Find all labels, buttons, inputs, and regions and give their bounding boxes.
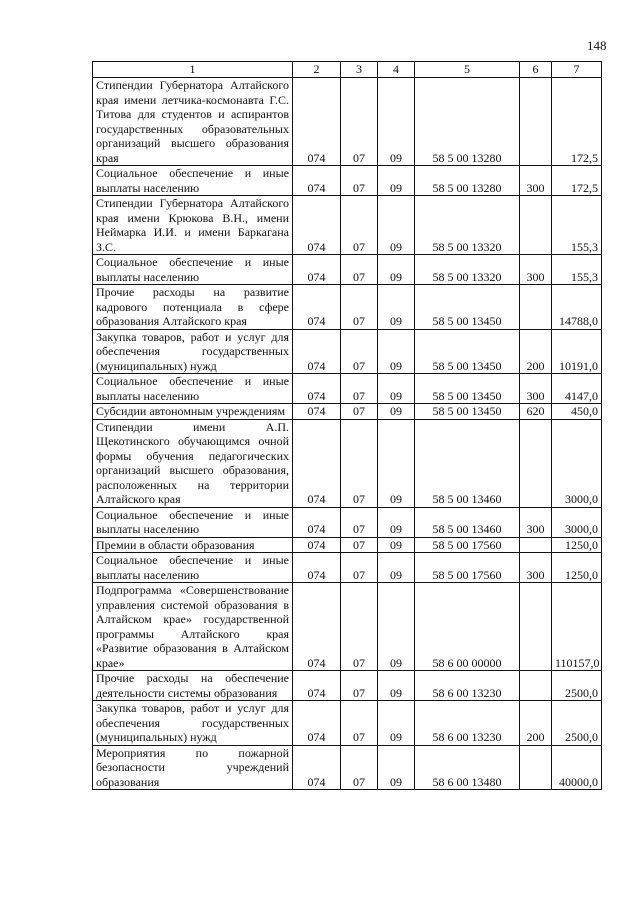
section-cell: 07 (341, 745, 378, 790)
expense-type-cell: 200 (520, 329, 552, 374)
section-cell: 07 (341, 419, 378, 507)
row-name-cell: Прочие расходы на обеспечение деятельности системы образования (93, 671, 293, 701)
table-row (93, 285, 602, 330)
expense-type-cell (520, 745, 552, 790)
section-cell: 07 (341, 329, 378, 374)
section-cell: 07 (341, 671, 378, 701)
amount-cell: 4147,0 (552, 374, 602, 404)
target-article-cell: 58 6 00 13230 (415, 701, 520, 746)
subsection-cell: 09 (378, 553, 415, 583)
subsection-cell: 09 (378, 374, 415, 404)
expense-type-cell: 300 (520, 507, 552, 537)
amount-cell: 1250,0 (552, 537, 602, 553)
subsection-cell: 09 (378, 404, 415, 420)
table-row (93, 196, 602, 255)
table-row (93, 374, 602, 404)
subsection-cell: 09 (378, 745, 415, 790)
ministry-code-cell: 074 (293, 285, 341, 330)
section-cell: 07 (341, 255, 378, 285)
ministry-code-cell: 074 (293, 419, 341, 507)
target-article-cell: 58 5 00 13460 (415, 507, 520, 537)
row-name-cell: Премии в области образования (93, 537, 293, 553)
row-name-cell: Социальное обеспечение и иные выплаты населению (93, 166, 293, 196)
section-cell: 07 (341, 553, 378, 583)
section-cell: 07 (341, 507, 378, 537)
target-article-cell: 58 6 00 13230 (415, 671, 520, 701)
subsection-cell: 09 (378, 701, 415, 746)
section-cell: 07 (341, 537, 378, 553)
row-name-cell: Подпрограмма «Совершенствование управления системой образования в Алтайском крае» государственной программы Алтайского края «Развитие образования в Алтайском крае» (93, 583, 293, 671)
expense-type-cell (520, 671, 552, 701)
row-name-cell: Субсидии автономным учреждениям (93, 404, 293, 420)
ministry-code-cell: 074 (293, 583, 341, 671)
target-article-cell: 58 5 00 13450 (415, 329, 520, 374)
subsection-cell: 09 (378, 537, 415, 553)
expense-type-cell (520, 583, 552, 671)
table-row (93, 404, 602, 420)
section-cell: 07 (341, 166, 378, 196)
subsection-cell: 09 (378, 583, 415, 671)
table-row (93, 701, 602, 746)
row-name-cell: Закупка товаров, работ и услуг для обеспечения государственных (муниципальных) нужд (93, 329, 293, 374)
table-row (93, 78, 602, 166)
target-article-cell: 58 5 00 13280 (415, 166, 520, 196)
row-name-cell: Стипендии Губернатора Алтайского края имени летчика-космонавта Г.С. Титова для студентов и аспирантов государственных образовательных организаций высшего образования края (93, 78, 293, 166)
expense-type-cell: 620 (520, 404, 552, 420)
ministry-code-cell: 074 (293, 671, 341, 701)
ministry-code-cell: 074 (293, 78, 341, 166)
expense-type-cell (520, 419, 552, 507)
budget-table (92, 61, 602, 790)
section-cell: 07 (341, 285, 378, 330)
target-article-cell: 58 6 00 13480 (415, 745, 520, 790)
expense-type-cell (520, 285, 552, 330)
ministry-code-cell: 074 (293, 329, 341, 374)
table-row (93, 329, 602, 374)
table-row (93, 671, 602, 701)
target-article-cell: 58 5 00 13450 (415, 404, 520, 420)
target-article-cell: 58 6 00 00000 (415, 583, 520, 671)
amount-cell: 172,5 (552, 166, 602, 196)
amount-cell: 2500,0 (552, 671, 602, 701)
target-article-cell: 58 5 00 17560 (415, 537, 520, 553)
ministry-code-cell: 074 (293, 537, 341, 553)
section-cell: 07 (341, 404, 378, 420)
expense-type-cell (520, 196, 552, 255)
expense-type-cell: 300 (520, 374, 552, 404)
amount-cell: 3000,0 (552, 507, 602, 537)
subsection-cell: 09 (378, 329, 415, 374)
header-col-2: 2 (293, 62, 341, 78)
row-name-cell: Закупка товаров, работ и услуг для обеспечения государственных (муниципальных) нужд (93, 701, 293, 746)
section-cell: 07 (341, 374, 378, 404)
amount-cell: 172,5 (552, 78, 602, 166)
table-row (93, 419, 602, 507)
header-col-7: 7 (552, 62, 602, 78)
amount-cell: 155,3 (552, 196, 602, 255)
table-row (93, 745, 602, 790)
row-name-cell: Социальное обеспечение и иные выплаты населению (93, 553, 293, 583)
target-article-cell: 58 5 00 13320 (415, 196, 520, 255)
table-row (93, 166, 602, 196)
amount-cell: 110157,0 (552, 583, 602, 671)
subsection-cell: 09 (378, 285, 415, 330)
amount-cell: 450,0 (552, 404, 602, 420)
page-number: 148 (587, 38, 607, 53)
section-cell: 07 (341, 196, 378, 255)
section-cell: 07 (341, 701, 378, 746)
expense-type-cell (520, 78, 552, 166)
subsection-cell: 09 (378, 196, 415, 255)
subsection-cell: 09 (378, 166, 415, 196)
table-body (93, 78, 602, 790)
header-col-4: 4 (378, 62, 415, 78)
subsection-cell: 09 (378, 78, 415, 166)
amount-cell: 10191,0 (552, 329, 602, 374)
subsection-cell: 09 (378, 671, 415, 701)
subsection-cell: 09 (378, 419, 415, 507)
section-cell: 07 (341, 583, 378, 671)
ministry-code-cell: 074 (293, 196, 341, 255)
row-name-cell: Стипендии Губернатора Алтайского края имени Крюкова В.Н., имени Неймарка И.И. и имени Баркагана З.С. (93, 196, 293, 255)
target-article-cell: 58 5 00 13280 (415, 78, 520, 166)
header-col-6: 6 (520, 62, 552, 78)
ministry-code-cell: 074 (293, 374, 341, 404)
row-name-cell: Мероприятия по пожарной безопасности учреждений образования (93, 745, 293, 790)
table-row (93, 537, 602, 553)
amount-cell: 1250,0 (552, 553, 602, 583)
amount-cell: 3000,0 (552, 419, 602, 507)
amount-cell: 14788,0 (552, 285, 602, 330)
ministry-code-cell: 074 (293, 553, 341, 583)
target-article-cell: 58 5 00 13450 (415, 285, 520, 330)
target-article-cell: 58 5 00 17560 (415, 553, 520, 583)
amount-cell: 40000,0 (552, 745, 602, 790)
row-name-cell: Прочие расходы на развитие кадрового потенциала в сфере образования Алтайского края (93, 285, 293, 330)
ministry-code-cell: 074 (293, 507, 341, 537)
section-cell: 07 (341, 78, 378, 166)
expense-type-cell: 300 (520, 553, 552, 583)
header-col-3: 3 (341, 62, 378, 78)
subsection-cell: 09 (378, 507, 415, 537)
ministry-code-cell: 074 (293, 701, 341, 746)
amount-cell: 2500,0 (552, 701, 602, 746)
row-name-cell: Социальное обеспечение и иные выплаты населению (93, 374, 293, 404)
table-row (93, 583, 602, 671)
expense-type-cell: 300 (520, 166, 552, 196)
expense-type-cell: 300 (520, 255, 552, 285)
header-col-5: 5 (415, 62, 520, 78)
table-row (93, 507, 602, 537)
header-row (93, 62, 602, 78)
ministry-code-cell: 074 (293, 166, 341, 196)
table-row (93, 255, 602, 285)
subsection-cell: 09 (378, 255, 415, 285)
target-article-cell: 58 5 00 13460 (415, 419, 520, 507)
target-article-cell: 58 5 00 13320 (415, 255, 520, 285)
ministry-code-cell: 074 (293, 255, 341, 285)
row-name-cell: Социальное обеспечение и иные выплаты населению (93, 507, 293, 537)
ministry-code-cell: 074 (293, 404, 341, 420)
table-row (93, 553, 602, 583)
amount-cell: 155,3 (552, 255, 602, 285)
expense-type-cell: 200 (520, 701, 552, 746)
header-col-1: 1 (93, 62, 293, 78)
expense-type-cell (520, 537, 552, 553)
target-article-cell: 58 5 00 13450 (415, 374, 520, 404)
row-name-cell: Социальное обеспечение и иные выплаты населению (93, 255, 293, 285)
ministry-code-cell: 074 (293, 745, 341, 790)
row-name-cell: Стипендии имени А.П. Щекотинского обучающимся очной формы обучения педагогических организаций высшего образования, расположенных на территории Алтайского края (93, 419, 293, 507)
